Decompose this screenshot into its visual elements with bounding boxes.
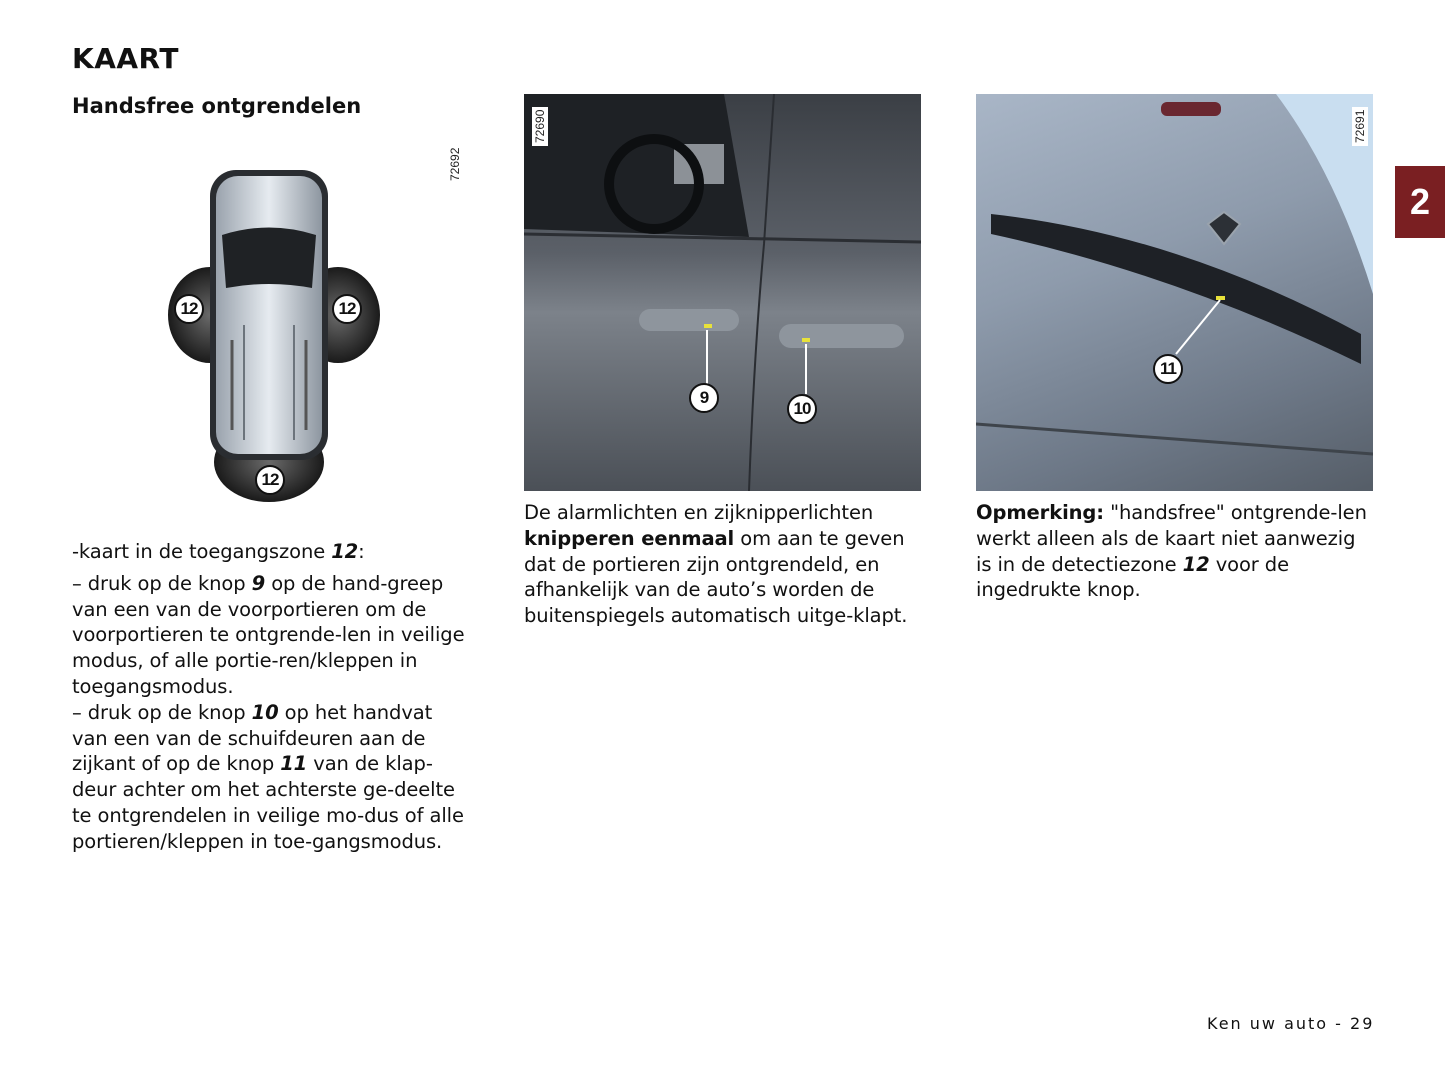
callout-12-left: 12	[174, 294, 204, 324]
column-2-text	[524, 500, 924, 629]
hazard-lights-paragraph: De alarmlichten en zijknipperlichten knipperen eenmaal om aan te geven dat de portieren zijn ontgrendeld, en afhankelijk van de auto’s worden de buitenspiegels automatisch uitge-klapt.	[524, 501, 908, 628]
door-handles-illustration	[524, 94, 921, 491]
rear-handle-illustration	[976, 94, 1373, 491]
intro-paragraph: -kaart in de toegangszone 12:	[72, 540, 365, 563]
column-1-text	[72, 539, 472, 855]
callout-11: 11	[1153, 354, 1183, 384]
figure-side-doors	[524, 94, 921, 491]
figure-ref-72691: 72691	[1352, 107, 1368, 146]
car-top-view-illustration	[160, 140, 480, 510]
callout-12-rear: 12	[255, 465, 285, 495]
figure-rear-door	[976, 94, 1373, 491]
note-paragraph: Opmerking: "handsfree" ontgrende-len werkt alleen als de kaart niet aanwezig is in de detectiezone 12 voor de ingedrukte knop.	[976, 501, 1367, 602]
column-3-text	[976, 500, 1376, 603]
callout-10: 10	[787, 394, 817, 424]
callout-12-right: 12	[332, 294, 362, 324]
figure-top-view	[160, 140, 480, 510]
figure-ref-72690: 72690	[532, 107, 548, 146]
list-item-button-9: – druk op de knop 9 op de hand-greep van een van de voorportieren om de voorportieren te ontgrende-len in veilige modus, of alle portie-ren/kleppen in toegangsmodus.	[72, 571, 465, 698]
list-item-button-10-11: – druk op de knop 10 op het handvat van een van de schuifdeuren aan de zijkant of op de knop 11 van de klap-deur achter om het achterste ge-deelte te ontgrendelen in veilige mo-dus of alle portieren/kleppen in toe-gangsmodus.	[72, 700, 464, 853]
section-title: Handsfree ontgrendelen	[72, 94, 362, 118]
callout-9: 9	[689, 383, 719, 413]
page-title: KAART	[72, 42, 179, 75]
figure-ref-72692: 72692	[447, 145, 463, 184]
chapter-tab: 2	[1395, 166, 1445, 238]
page-footer: Ken uw auto - 29	[1207, 1014, 1375, 1033]
